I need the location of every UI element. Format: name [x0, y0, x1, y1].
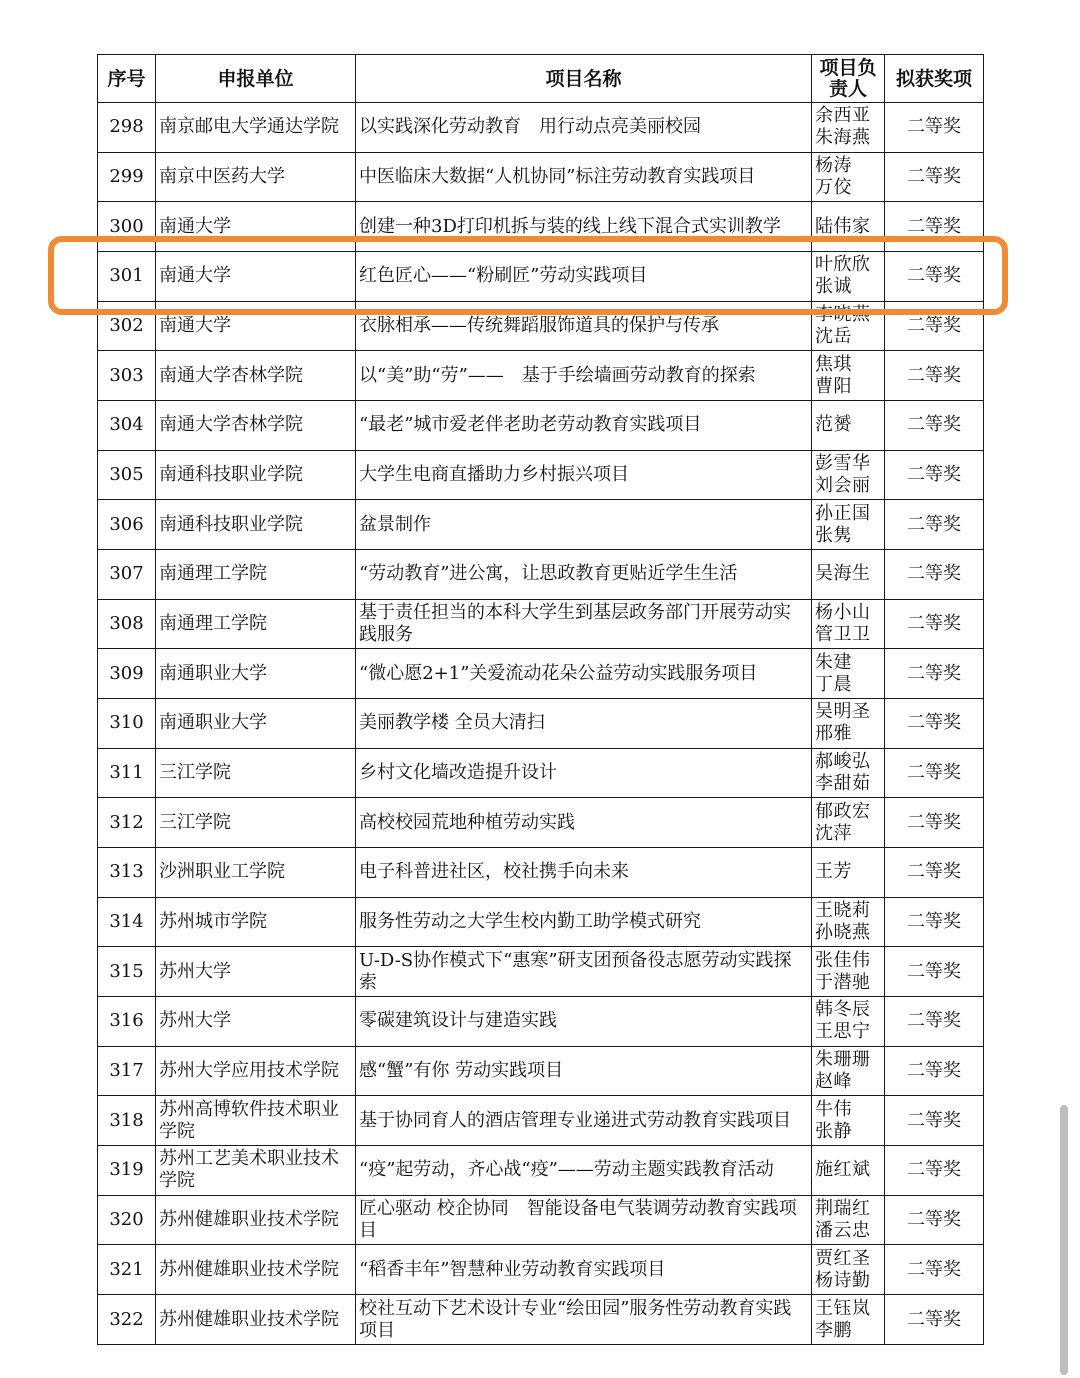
row-applicant-unit: 南通科技职业学院 — [156, 500, 356, 550]
row-project-name: 衣脉相承——传统舞蹈服饰道具的保护与传承 — [356, 301, 812, 351]
row-applicant-unit: 苏州高博软件技术职业学院 — [156, 1096, 356, 1146]
row-applicant-unit: 苏州健雄职业技术学院 — [156, 1195, 356, 1245]
row-project-lead — [812, 1046, 885, 1096]
lead-name: 朱建 — [815, 651, 852, 673]
row-applicant-unit: 南通职业大学 — [156, 649, 356, 699]
row-award: 二等奖 — [885, 997, 984, 1047]
table-row — [98, 1195, 984, 1245]
row-award: 二等奖 — [885, 947, 984, 997]
lead-name: 牛伟 — [815, 1098, 852, 1120]
lead-name: 叶欣欣 — [815, 254, 871, 276]
row-project-name: “稻香丰年”智慧种业劳动教育实践项目 — [356, 1245, 812, 1295]
row-award: 二等奖 — [885, 1096, 984, 1146]
table-row — [98, 1046, 984, 1096]
row-applicant-unit: 苏州健雄职业技术学院 — [156, 1245, 356, 1295]
row-award: 二等奖 — [885, 301, 984, 351]
lead-name: 郁政宏 — [815, 800, 871, 822]
row-project-name: 创建一种3D打印机拆与装的线上线下混合式实训教学 — [356, 202, 812, 252]
header-project-name: 项目名称 — [356, 55, 812, 103]
row-project-lead — [812, 1295, 885, 1345]
row-project-name: 高校校园荒地种植劳动实践 — [356, 798, 812, 848]
table-row — [98, 1146, 984, 1196]
row-project-lead — [812, 550, 885, 600]
header-row — [98, 55, 984, 103]
row-applicant-unit: 苏州大学 — [156, 997, 356, 1047]
row-award: 二等奖 — [885, 152, 984, 202]
table-row — [98, 550, 984, 600]
row-serial-number: 299 — [98, 152, 156, 202]
lead-name: 朱珊珊 — [815, 1049, 871, 1071]
row-project-name: 美丽教学楼 全员大清扫 — [356, 699, 812, 749]
header-award: 拟获奖项 — [885, 55, 984, 103]
row-project-name: 盆景制作 — [356, 500, 812, 550]
table-row — [98, 599, 984, 649]
row-project-name: 匠心驱动 校企协同 智能设备电气装调劳动教育实践项目 — [356, 1195, 812, 1245]
row-project-lead — [812, 748, 885, 798]
row-project-lead — [812, 599, 885, 649]
row-award: 二等奖 — [885, 252, 984, 302]
row-project-name: “劳动教育”进公寓，让思政教育更贴近学生生活 — [356, 550, 812, 600]
lead-name: 刘会丽 — [815, 475, 871, 497]
table-row — [98, 1245, 984, 1295]
row-applicant-unit: 南京中医药大学 — [156, 152, 356, 202]
row-serial-number: 315 — [98, 947, 156, 997]
row-award: 二等奖 — [885, 550, 984, 600]
row-award: 二等奖 — [885, 103, 984, 153]
lead-name: 潘云忠 — [815, 1220, 871, 1242]
row-project-name: 红色匠心——“粉刷匠”劳动实践项目 — [356, 252, 812, 302]
row-award: 二等奖 — [885, 897, 984, 947]
row-project-lead — [812, 401, 885, 451]
lead-name: 荆瑞红 — [815, 1198, 871, 1220]
row-serial-number: 312 — [98, 798, 156, 848]
table-row — [98, 997, 984, 1047]
lead-name: 朱海燕 — [815, 127, 871, 149]
lead-name: 孙晓燕 — [815, 922, 871, 944]
row-serial-number: 298 — [98, 103, 156, 153]
row-project-name: “疫”起劳动，齐心战“疫”——劳动主题实践教育活动 — [356, 1146, 812, 1196]
row-applicant-unit: 沙洲职业工学院 — [156, 848, 356, 898]
row-applicant-unit: 三江学院 — [156, 798, 356, 848]
row-serial-number: 302 — [98, 301, 156, 351]
lead-name: 赵峰 — [815, 1071, 852, 1093]
lead-name: 彭雪华 — [815, 453, 871, 475]
row-serial-number: 305 — [98, 450, 156, 500]
table-row — [98, 401, 984, 451]
row-applicant-unit: 苏州工艺美术职业技术学院 — [156, 1146, 356, 1196]
row-project-lead — [812, 152, 885, 202]
row-serial-number: 318 — [98, 1096, 156, 1146]
table-row — [98, 103, 984, 153]
lead-name: 万佼 — [815, 177, 852, 198]
row-serial-number: 309 — [98, 649, 156, 699]
row-project-lead — [812, 699, 885, 749]
lead-name: 丁晨 — [815, 673, 852, 695]
row-award: 二等奖 — [885, 798, 984, 848]
row-serial-number: 316 — [98, 997, 156, 1047]
lead-name: 杨小山 — [815, 602, 871, 624]
lead-name: 李甜茹 — [815, 773, 871, 795]
row-applicant-unit: 苏州大学应用技术学院 — [156, 1046, 356, 1096]
lead-name: 曹阳 — [815, 375, 852, 397]
row-project-lead — [812, 947, 885, 997]
row-project-lead — [812, 1245, 885, 1295]
lead-name: 李晓燕 — [815, 304, 871, 326]
row-serial-number: 310 — [98, 699, 156, 749]
row-award: 二等奖 — [885, 748, 984, 798]
row-serial-number: 304 — [98, 401, 156, 451]
row-project-lead — [812, 450, 885, 500]
scrollbar-thumb[interactable] — [1060, 1105, 1068, 1375]
row-project-name: 大学生电商直播助力乡村振兴项目 — [356, 450, 812, 500]
header-serial-number: 序号 — [98, 55, 156, 103]
table-row — [98, 1295, 984, 1345]
row-project-name: 服务性劳动之大学生校内勤工助学模式研究 — [356, 897, 812, 947]
row-applicant-unit: 苏州大学 — [156, 947, 356, 997]
lead-name: 贾红圣 — [815, 1247, 871, 1269]
lead-name: 张隽 — [815, 524, 852, 546]
row-project-name: U-D-S协作模式下“惠寒”研支团预备役志愿劳动实践探索 — [356, 947, 812, 997]
row-serial-number: 300 — [98, 202, 156, 252]
lead-name: 邢雅 — [815, 723, 852, 745]
lead-name: 沈岳 — [815, 326, 852, 348]
lead-name: 焦琪 — [815, 353, 852, 375]
table-row — [98, 947, 984, 997]
row-project-name: 基于责任担当的本科大学生到基层政务部门开展劳动实践服务 — [356, 599, 812, 649]
row-project-name: 零碳建筑设计与建造实践 — [356, 997, 812, 1047]
row-serial-number: 311 — [98, 748, 156, 798]
row-project-lead — [812, 1146, 885, 1196]
row-applicant-unit: 三江学院 — [156, 748, 356, 798]
lead-name: 王思宁 — [815, 1021, 871, 1043]
row-award: 二等奖 — [885, 649, 984, 699]
row-applicant-unit: 苏州城市学院 — [156, 897, 356, 947]
lead-name: 范赟 — [815, 414, 852, 436]
row-project-lead — [812, 500, 885, 550]
row-applicant-unit: 南通理工学院 — [156, 599, 356, 649]
header-applicant-unit: 申报单位 — [156, 55, 356, 103]
lead-name: 王芳 — [815, 861, 852, 883]
row-award: 二等奖 — [885, 401, 984, 451]
row-applicant-unit: 南通科技职业学院 — [156, 450, 356, 500]
lead-name: 管卫卫 — [815, 624, 871, 646]
row-serial-number: 322 — [98, 1295, 156, 1345]
row-award: 二等奖 — [885, 1046, 984, 1096]
table-row — [98, 500, 984, 550]
lead-name: 张佳伟 — [815, 949, 871, 971]
row-serial-number: 306 — [98, 500, 156, 550]
row-award: 二等奖 — [885, 848, 984, 898]
table-row — [98, 1096, 984, 1146]
row-applicant-unit: 南通大学 — [156, 252, 356, 302]
row-project-name: “最老”城市爱老伴老助老劳动教育实践项目 — [356, 401, 812, 451]
row-serial-number: 314 — [98, 897, 156, 947]
row-project-name: 感“蟹”有你 劳动实践项目 — [356, 1046, 812, 1096]
row-award: 二等奖 — [885, 1295, 984, 1345]
row-project-name: 电子科普进社区，校社携手向未来 — [356, 848, 812, 898]
lead-name: 于潜驰 — [815, 971, 871, 993]
lead-name: 吴明圣 — [815, 701, 871, 723]
table-row — [98, 748, 984, 798]
lead-name: 余西亚 — [815, 105, 871, 127]
row-project-name: 校社互动下艺术设计专业“绘田园”服务性劳动教育实践项目 — [356, 1295, 812, 1345]
row-serial-number: 317 — [98, 1046, 156, 1096]
row-project-name: 乡村文化墙改造提升设计 — [356, 748, 812, 798]
row-project-name: “微心愿2+1”关爱流动花朵公益劳动实践服务项目 — [356, 649, 812, 699]
row-project-name: 以“美”助“劳”—— 基于手绘墙画劳动教育的探索 — [356, 351, 812, 401]
row-project-lead — [812, 103, 885, 153]
header-project-lead: 项目负责人 — [812, 55, 885, 103]
lead-name: 孙正国 — [815, 502, 871, 524]
lead-name: 陆伟家 — [815, 215, 871, 237]
table-row — [98, 351, 984, 401]
row-project-lead — [812, 997, 885, 1047]
row-project-lead — [812, 848, 885, 898]
row-award: 二等奖 — [885, 500, 984, 550]
lead-name: 杨涛 — [815, 155, 852, 176]
row-project-lead — [812, 649, 885, 699]
row-applicant-unit: 南通大学杏林学院 — [156, 351, 356, 401]
table-row — [98, 699, 984, 749]
row-project-lead — [812, 351, 885, 401]
row-serial-number: 308 — [98, 599, 156, 649]
row-serial-number: 319 — [98, 1146, 156, 1196]
row-award: 二等奖 — [885, 450, 984, 500]
row-award: 二等奖 — [885, 699, 984, 749]
lead-name: 施红斌 — [815, 1159, 871, 1181]
row-applicant-unit: 南京邮电大学通达学院 — [156, 103, 356, 153]
row-serial-number: 307 — [98, 550, 156, 600]
row-applicant-unit: 南通理工学院 — [156, 550, 356, 600]
row-project-lead — [812, 1096, 885, 1146]
row-project-name: 以实践深化劳动教育 用行动点亮美丽校园 — [356, 103, 812, 153]
row-applicant-unit: 南通大学杏林学院 — [156, 401, 356, 451]
row-serial-number: 301 — [98, 252, 156, 302]
table-row — [98, 649, 984, 699]
table-row — [98, 450, 984, 500]
row-project-lead — [812, 1195, 885, 1245]
lead-name: 王钰岚 — [815, 1297, 871, 1319]
table-row — [98, 848, 984, 898]
row-award: 二等奖 — [885, 202, 984, 252]
table-row — [98, 152, 984, 202]
lead-name: 王晓莉 — [815, 900, 871, 922]
row-serial-number: 320 — [98, 1195, 156, 1245]
table-row — [98, 897, 984, 947]
row-serial-number: 321 — [98, 1245, 156, 1295]
row-serial-number: 313 — [98, 848, 156, 898]
row-serial-number: 303 — [98, 351, 156, 401]
lead-name: 韩冬辰 — [815, 999, 871, 1021]
row-applicant-unit: 南通职业大学 — [156, 699, 356, 749]
row-award: 二等奖 — [885, 1146, 984, 1196]
lead-name: 张诚 — [815, 276, 852, 298]
lead-name: 张静 — [815, 1120, 852, 1142]
row-award: 二等奖 — [885, 1245, 984, 1295]
row-project-lead — [812, 798, 885, 848]
row-award: 二等奖 — [885, 1195, 984, 1245]
row-project-name: 基于协同育人的酒店管理专业递进式劳动教育实践项目 — [356, 1096, 812, 1146]
lead-name: 郝峻弘 — [815, 751, 871, 773]
row-award: 二等奖 — [885, 351, 984, 401]
lead-name: 吴海生 — [815, 563, 871, 585]
row-applicant-unit: 苏州健雄职业技术学院 — [156, 1295, 356, 1345]
row-project-lead — [812, 897, 885, 947]
table-row — [98, 798, 984, 848]
lead-name: 沈萍 — [815, 822, 852, 844]
row-applicant-unit: 南通大学 — [156, 202, 356, 252]
row-award: 二等奖 — [885, 599, 984, 649]
lead-name: 杨诗勤 — [815, 1269, 871, 1291]
row-applicant-unit: 南通大学 — [156, 301, 356, 351]
row-project-name: 中医临床大数据“人机协同”标注劳动教育实践项目 — [356, 152, 812, 202]
highlight-box — [48, 236, 1008, 315]
lead-name: 李鹏 — [815, 1319, 852, 1341]
